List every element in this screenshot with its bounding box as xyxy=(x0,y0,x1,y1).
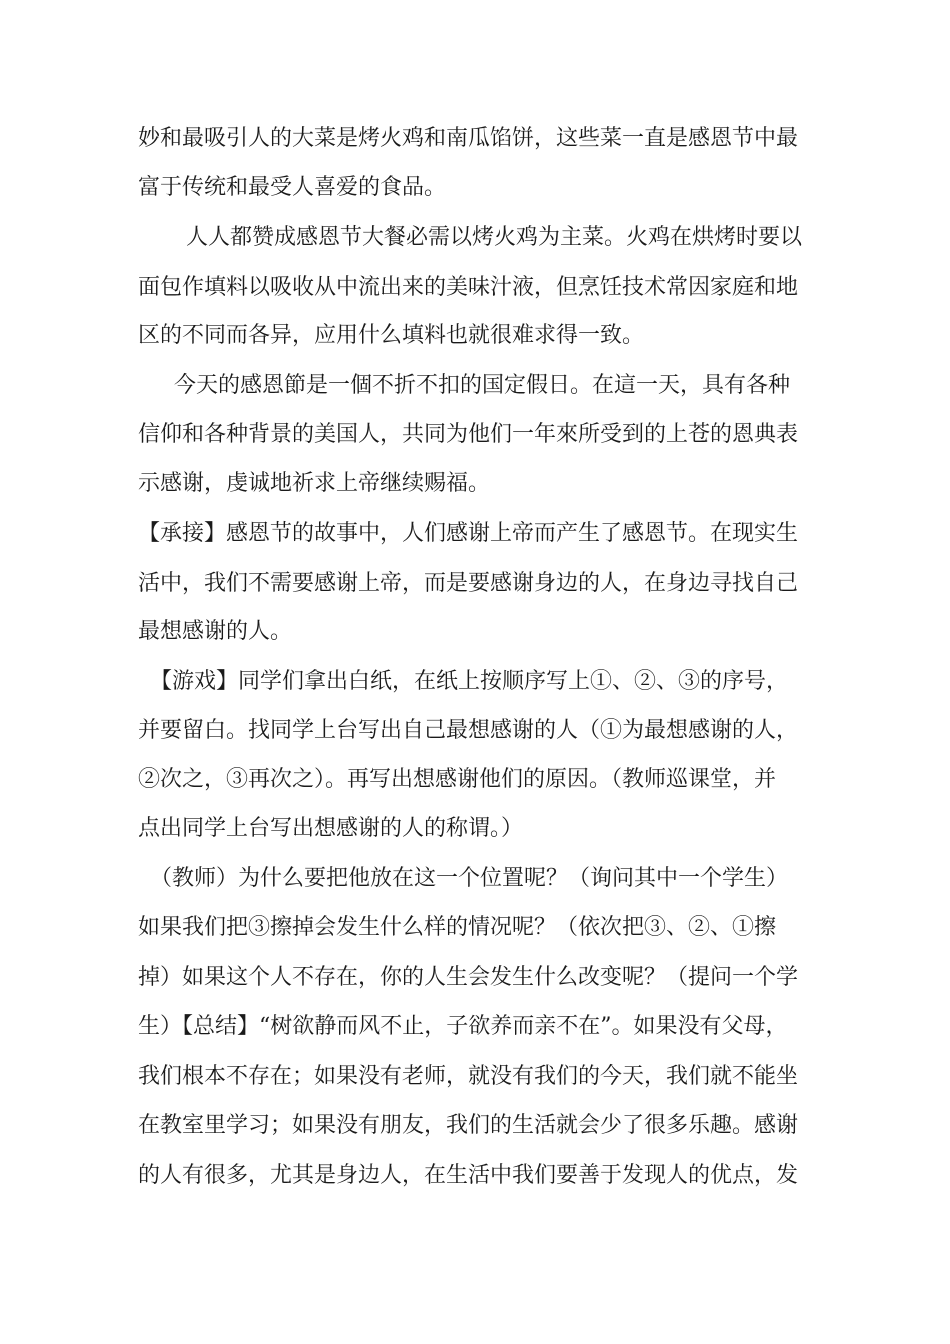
text-line: （教师）为什么要把他放在这一个位置呢？（询问其中一个学生） xyxy=(150,866,789,891)
text-line: ②次之，③再次之）。再写出想感谢他们的原因。（教师巡课堂，并 xyxy=(138,767,777,792)
text-line: 在教室里学习；如果没有朋友，我们的生活就会少了很多乐趣。感谢 xyxy=(138,1113,799,1138)
text-line: 【承接】感恩节的故事中，人们感谢上帝而产生了感恩节。在现实生 xyxy=(138,521,799,546)
text-line: 区的不同而各异，应用什么填料也就很难求得一致。 xyxy=(138,323,645,348)
text-line: 并要留白。找同学上台写出自己最想感谢的人（①为最想感谢的人， xyxy=(138,718,799,743)
text-line: 人人都赞成感恩节大餐必需以烤火鸡为主菜。火鸡在烘烤时要以 xyxy=(186,225,803,250)
text-line: 富于传统和最受人喜爱的食品。 xyxy=(138,175,447,200)
text-line: 最想感谢的人。 xyxy=(138,619,293,644)
text-line: 我们根本不存在；如果没有老师，就没有我们的今天，我们就不能坐 xyxy=(138,1064,799,1089)
text-line: 生）【总结】“树欲静而风不止，子欲养而亲不在”。如果没有父母， xyxy=(138,1014,788,1039)
text-line: 面包作填料以吸收从中流出来的美味汁液，但烹饪技术常因家庭和地 xyxy=(138,275,799,300)
text-line: 的人有很多，尤其是身边人，在生活中我们要善于发现人的优点，发 xyxy=(138,1163,799,1188)
text-line: 今天的感恩節是一個不折不扣的国定假日。在這一天，具有各种 xyxy=(174,373,791,398)
text-line: 点出同学上台写出想感谢的人的称谓。） xyxy=(138,816,524,841)
text-line: 妙和最吸引人的大菜是烤火鸡和南瓜馅饼，这些菜一直是感恩节中最 xyxy=(138,126,799,151)
text-line: 示感谢，虔诚地祈求上帝继续赐福。 xyxy=(138,471,491,496)
text-line: 如果我们把③擦掉会发生什么样的情况呢？（依次把③、②、①擦 xyxy=(138,915,777,940)
text-line: 【游戏】同学们拿出白纸，在纸上按顺序写上①、②、③的序号， xyxy=(150,669,789,694)
text-line: 掉）如果这个人不存在，你的人生会发生什么改变呢？（提问一个学 xyxy=(138,965,799,990)
text-line: 活中，我们不需要感谢上帝，而是要感谢身边的人，在身边寻找自己 xyxy=(138,571,799,596)
text-line: 信仰和各种背景的美国人，共同为他们一年來所受到的上苍的恩典表 xyxy=(138,422,799,447)
